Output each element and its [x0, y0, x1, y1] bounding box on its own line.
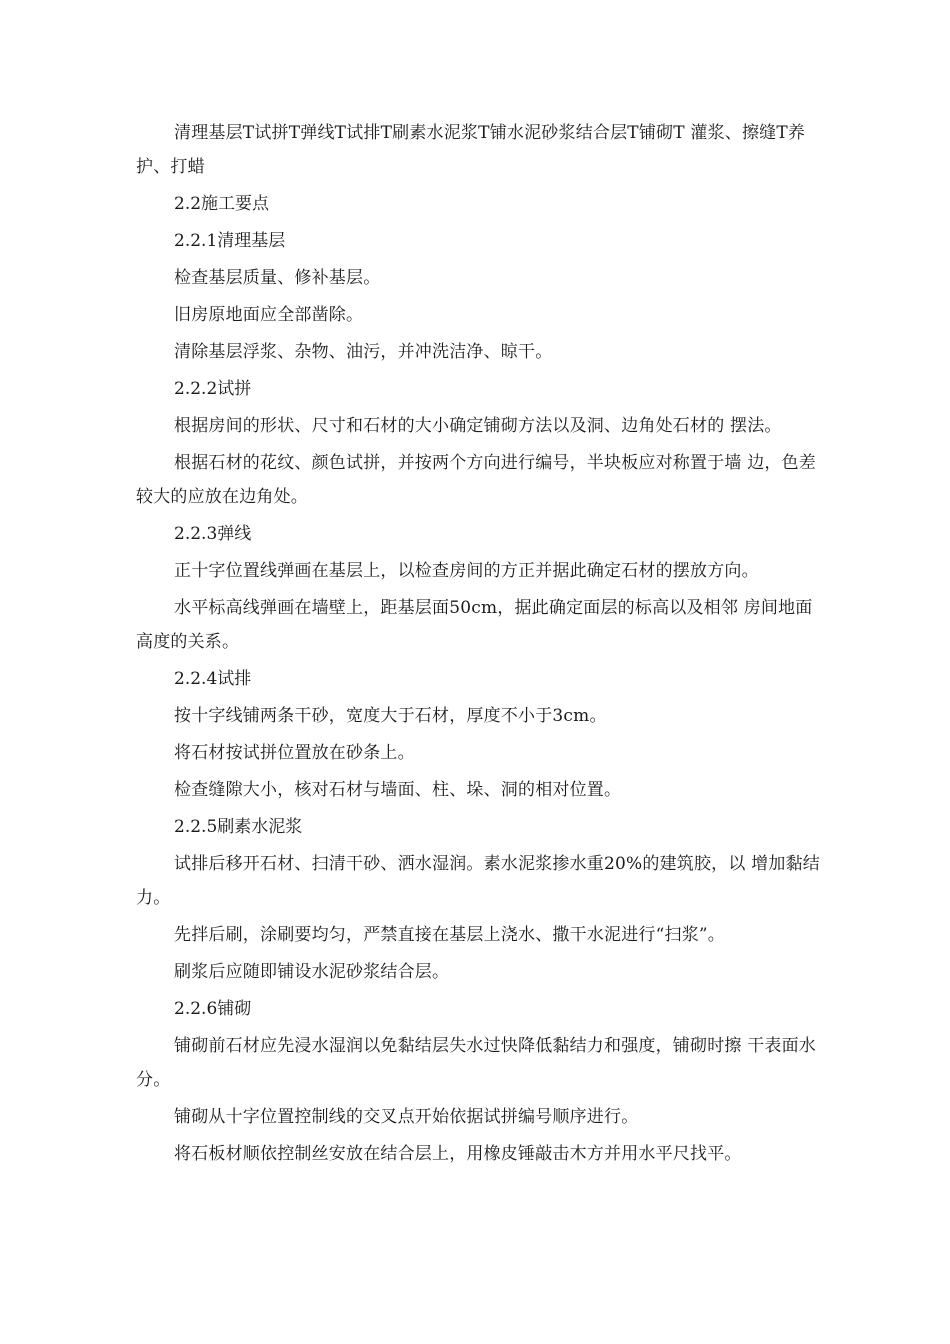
body-paragraph: 刷浆后应随即铺设水泥砂浆结合层。	[174, 962, 450, 982]
subsection-heading: 2.2.1清理基层	[174, 231, 286, 251]
subsection-heading: 2.2.4试排	[174, 669, 252, 689]
body-paragraph: 将石板材顺依控制丝安放在结合层上，用橡皮锤敲击木方并用水平尺找平。	[174, 1144, 742, 1164]
body-paragraph: 清除基层浮浆、杂物、油污，并冲洗洁净、晾干。	[174, 342, 553, 362]
body-paragraph: 铺砌从十字位置控制线的交叉点开始依据试拼编号顺序进行。	[174, 1107, 639, 1127]
body-paragraph: 检查基层质量、修补基层。	[174, 268, 381, 288]
body-paragraph: 铺砌前石材应先浸水湿润以免黏结层失水过快降低黏结力和强度，铺砌时擦 干表面水分。	[136, 1036, 817, 1090]
body-paragraph: 旧房原地面应全部凿除。	[174, 305, 364, 325]
process-flow-paragraph: 清理基层Τ试拼Τ弹线Τ试排Τ刷素水泥浆Τ铺水泥砂浆结合层Τ铺砌Τ 灌浆、擦缝Τ养护、打蜡	[136, 123, 806, 177]
body-paragraph: 检查缝隙大小，核对石材与墙面、柱、垛、洞的相对位置。	[174, 780, 622, 800]
body-paragraph: 试排后移开石材、扫清干砂、洒水湿润。素水泥浆掺水重20%的建筑胶，以 增加黏结力。	[136, 854, 820, 908]
body-paragraph: 正十字位置线弹画在基层上，以检查房间的方正并据此确定石材的摆放方向。	[174, 561, 759, 581]
body-paragraph: 水平标高线弹画在墙壁上，距基层面50cm，据此确定面层的标高以及相邻 房间地面高度的关系。	[136, 598, 813, 652]
subsection-heading: 2.2.3弹线	[174, 524, 252, 544]
subsection-heading: 2.2.2试拼	[174, 379, 252, 399]
body-paragraph: 按十字线铺两条干砂，宽度大于石材，厚度不小于3cm。	[174, 706, 607, 726]
body-paragraph: 根据石材的花纹、颜色试拼，并按两个方向进行编号，半块板应对称置于墙 边，色差较大的应放在边角处。	[136, 453, 817, 507]
body-paragraph: 将石材按试拼位置放在砂条上。	[174, 743, 415, 763]
section-heading: 2.2施工要点	[174, 194, 270, 214]
document-body	[136, 116, 822, 1174]
body-paragraph: 根据房间的形状、尺寸和石材的大小确定铺砌方法以及洞、边角处石材的 摆法。	[174, 416, 782, 436]
body-paragraph: 先拌后刷，涂刷要均匀，严禁直接在基层上浇水、撒干水泥进行“扫浆”。	[174, 925, 725, 945]
subsection-heading: 2.2.5刷素水泥浆	[174, 817, 303, 837]
subsection-heading: 2.2.6铺砌	[174, 999, 252, 1019]
